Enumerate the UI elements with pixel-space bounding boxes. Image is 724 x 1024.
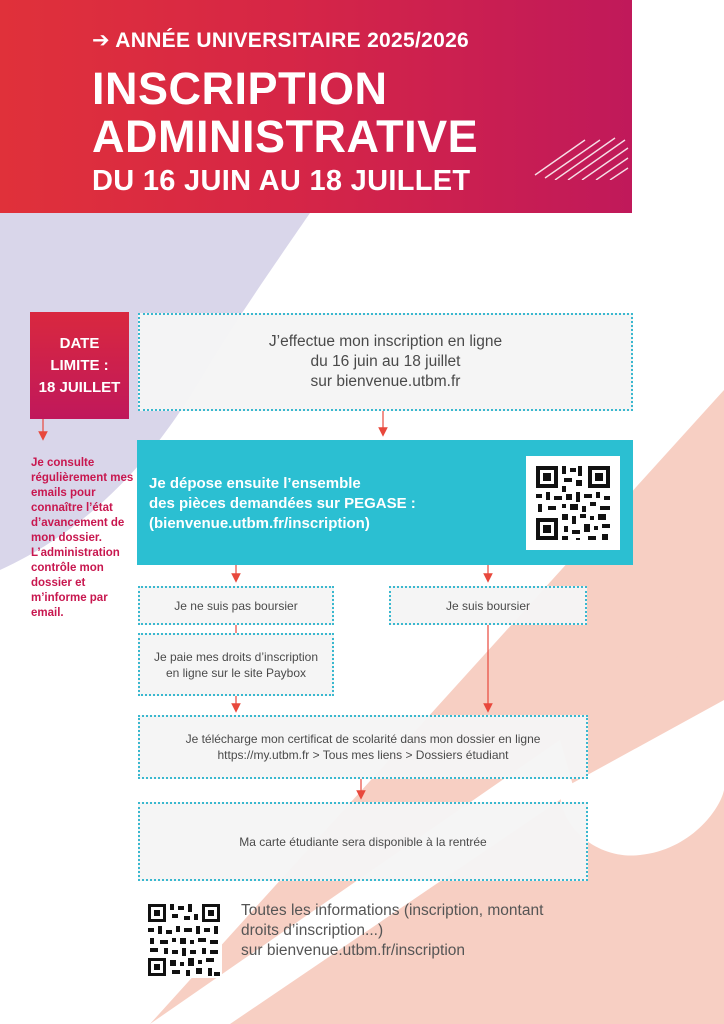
stripes-decoration bbox=[530, 120, 630, 180]
step-upload-documents bbox=[137, 440, 633, 565]
step-pay-fees: Je paie mes droits d’inscription en ligne sur le site Paybox bbox=[138, 633, 334, 696]
step-online-registration: J’effectue mon inscription en ligne du 16 juin au 18 juillet sur bienvenue.utbm.fr bbox=[138, 313, 633, 411]
email-follow-up-note: Je consulte régulièrement mes emails pour connaître l’état d’avancement de mon dossier. L’administration contrôle mon dossier et m’informe par email. bbox=[31, 457, 134, 619]
academic-year: ➔ ANNÉE UNIVERSITAIRE 2025/2026 bbox=[92, 29, 470, 52]
page-title: INSCRIPTION ADMINISTRATIVE bbox=[92, 63, 479, 162]
scholarship-holder: Je suis boursier bbox=[389, 586, 587, 625]
step-student-card: Ma carte étudiante sera disponible à la rentrée bbox=[138, 802, 588, 881]
header-banner bbox=[0, 0, 632, 213]
arrow-right-icon: ➔ bbox=[92, 29, 116, 52]
qr-code-icon bbox=[146, 902, 222, 978]
deadline-badge: DATE LIMITE : 18 JUILLET bbox=[30, 312, 129, 419]
not-scholarship-holder: Je ne suis pas boursier bbox=[138, 586, 334, 625]
footer-info: Toutes les informations (inscription, montant droits d’inscription...) sur bienvenue.utbm.fr/inscription bbox=[241, 902, 544, 959]
registration-dates: DU 16 JUIN AU 18 JUILLET bbox=[92, 165, 471, 197]
qr-code-icon bbox=[526, 456, 620, 550]
step-download-certificate: Je télécharge mon certificat de scolarité dans mon dossier en ligne https://my.utbm.fr > Tous mes liens > Dossiers étudiant bbox=[138, 715, 588, 779]
upload-instructions: Je dépose ensuite l’ensemble des pièces demandées sur PEGASE : (bienvenue.utbm.fr/inscription) bbox=[149, 475, 416, 532]
